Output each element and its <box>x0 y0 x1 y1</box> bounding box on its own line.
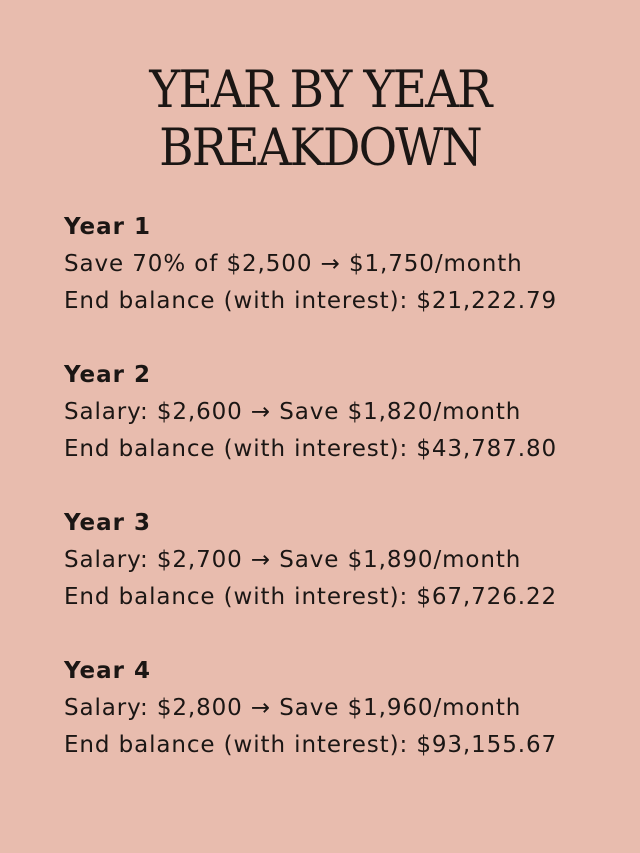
page-title-line-1: YEAR BY YEAR <box>149 61 491 120</box>
year-2-balance-line: End balance (with interest): $43,787.80 <box>64 436 558 462</box>
page-title-line-2: BREAKDOWN <box>159 119 481 178</box>
year-3-balance-line: End balance (with interest): $67,726.22 <box>64 584 558 610</box>
year-1-section <box>64 209 624 320</box>
year-4-heading: Year 4 <box>64 658 152 684</box>
year-2-section <box>64 357 624 468</box>
year-1-balance-line: End balance (with interest): $21,222.79 <box>64 288 558 314</box>
year-4-salary-line: Salary: $2,800 → Save $1,960/month <box>64 695 522 721</box>
year-4-section <box>64 653 624 764</box>
year-3-heading: Year 3 <box>64 510 152 536</box>
year-4-balance-line: End balance (with interest): $93,155.67 <box>64 732 558 758</box>
year-1-heading: Year 1 <box>64 214 152 240</box>
year-3-salary-line: Salary: $2,700 → Save $1,890/month <box>64 547 522 573</box>
year-3-section <box>64 505 624 616</box>
year-2-heading: Year 2 <box>64 362 152 388</box>
year-2-salary-line: Salary: $2,600 → Save $1,820/month <box>64 399 522 425</box>
year-1-savings-line: Save 70% of $2,500 → $1,750/month <box>64 251 523 277</box>
page-title <box>26 62 615 178</box>
